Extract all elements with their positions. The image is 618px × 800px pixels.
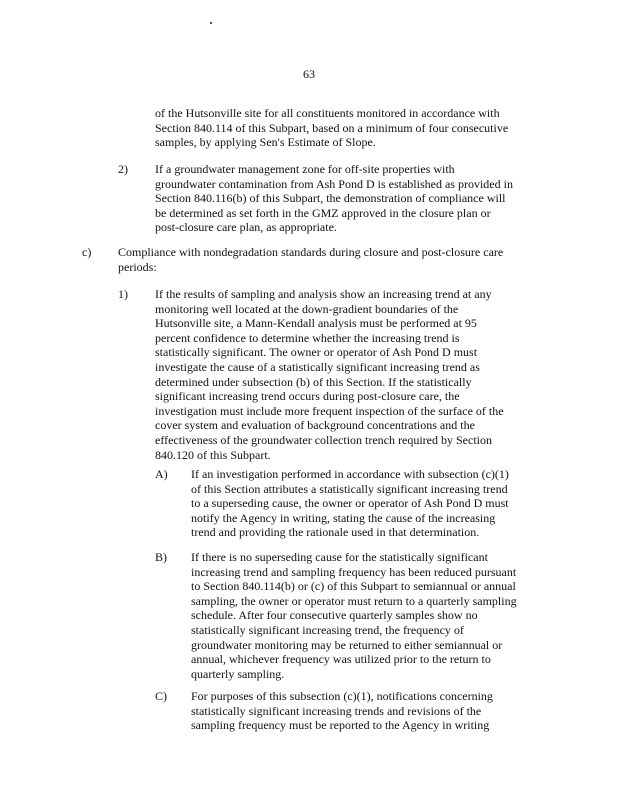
sub-c-text: For purposes of this subsection (c)(1), notifications concerning statistically significant increasing trends and revisions of the sampling frequency must be reported to the Agency in writing (191, 689, 493, 733)
sub-c-label: C) (155, 689, 167, 703)
sub-a-label: A) (155, 467, 168, 481)
continuation-paragraph: of the Hutsonville site for all constituents monitored in accordance with Section 840.114 of this Subpart, based on a minimum of four consecutive samples, by applying Sen's Estimate of Slope. (155, 106, 509, 150)
section-c-label: c) (82, 245, 92, 259)
scan-mark (210, 22, 212, 24)
sub-b-label: B) (155, 550, 167, 564)
item-c1-label: 1) (118, 287, 128, 301)
sub-b-text: If there is no superseding cause for the statistically significant increasing trend and sampling frequency has been reduced pursuant to Section 840.114(b) or (c) of this Subpart to semiannual or annual sampling, the owner or operator must return to a quarterly sampling schedule. After four consecutive quarterly samples show no statistically significant increasing trend, the frequency of groundwater monitoring may be returned to either semiannual or annual, whichever frequency was utilized prior to the return to quarterly sampling. (191, 550, 517, 681)
item-2-label: 2) (118, 162, 128, 176)
section-c-heading: Compliance with nondegradation standards during closure and post-closure care periods: (118, 245, 504, 274)
sub-a-text: If an investigation performed in accordance with subsection (c)(1) of this Section attributes a statistically significant increasing trend to a superseding cause, the owner or operator of Ash Pond D must notify the Agency in writing, stating the cause of the increasing trend and providing the rationale used in that determination. (191, 467, 509, 540)
page-number: 63 (303, 67, 315, 81)
item-c1-text: If the results of sampling and analysis show an increasing trend at any monitoring well located at the down-gradient boundaries of the Hutsonville site, a Mann-Kendall analysis must be performed at 95 percent confidence to determine whether the increasing trend is statistically significant. The owner or operator of Ash Pond D must investigate the cause of a statistically significant increasing trend as determined under subsection (b) of this Section. If the statistically significant increasing trend occurs during post-closure care, the investigation must include more frequent inspection of the surface of the cover system and evaluation of background concentrations and the effectiveness of the groundwater collection trench required by Section 840.120 of this Subpart. (155, 287, 504, 462)
item-2-text: If a groundwater management zone for off-site properties with groundwater contamination from Ash Pond D is established as provided in Section 840.116(b) of this Subpart, the demonstration of compliance will be determined as set forth in the GMZ approved in the closure plan or post-closure care plan, as appropriate. (155, 162, 513, 235)
